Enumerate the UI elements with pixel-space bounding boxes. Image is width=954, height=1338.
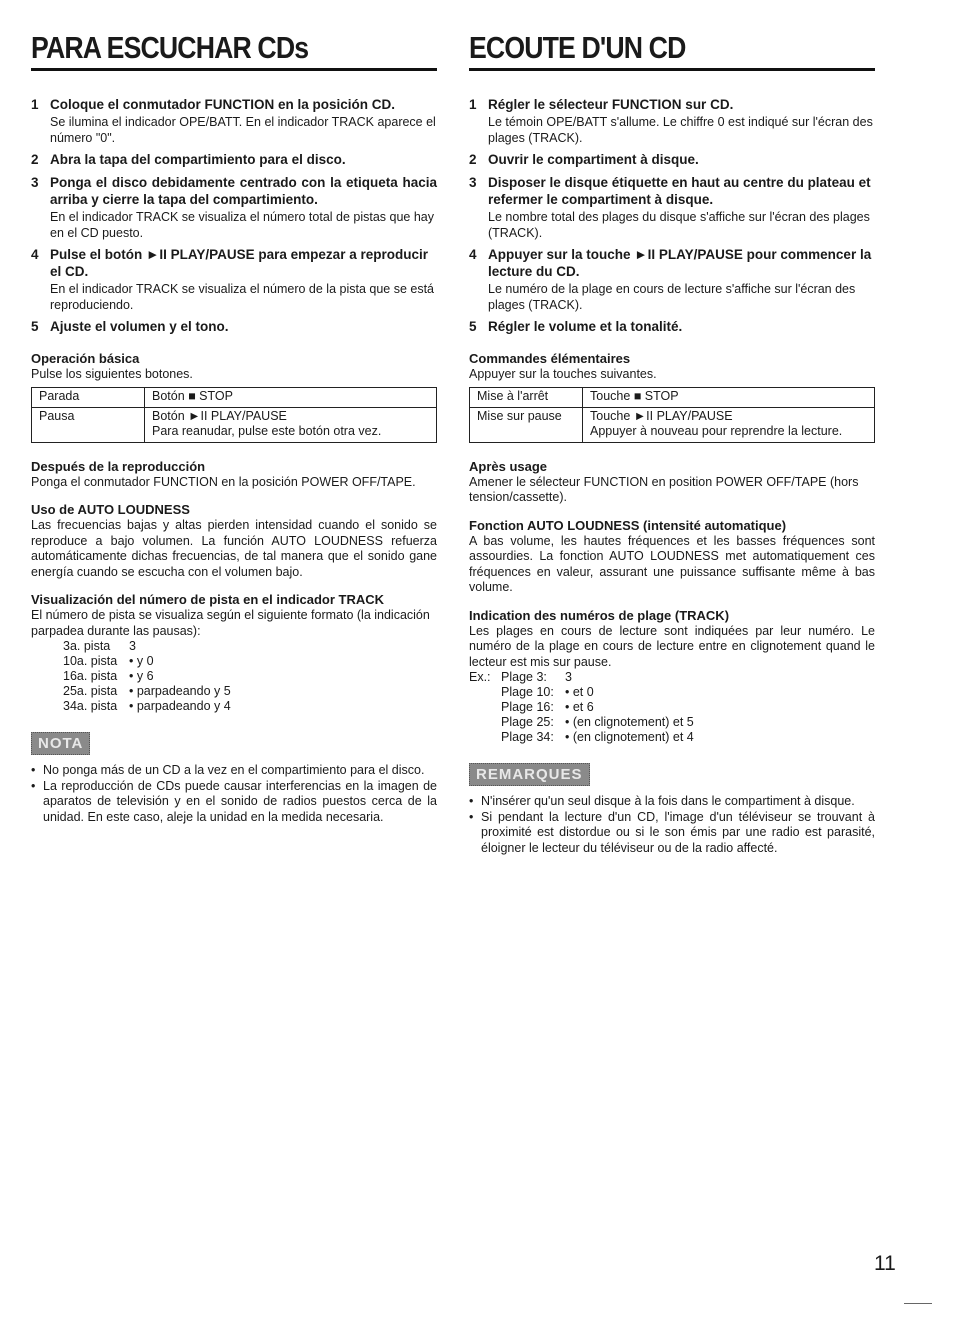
list-item: Plage 34: • (en clignotement) et 4: [501, 730, 694, 744]
list-item: Plage 16: • et 6: [501, 700, 594, 714]
table-row: [470, 407, 875, 442]
track-heading: Indication des numéros de plage (TRACK): [469, 607, 730, 623]
step-desc: En el indicador TRACK se visualiza el número total de pistas que hay en el CD puesto.: [50, 210, 435, 240]
table-cell: Mise sur pause: [470, 407, 583, 442]
title-rule: [31, 68, 437, 71]
step-text: Pulse el botón ►II PLAY/PAUSE para empezar a reproducir el CD.: [50, 247, 428, 279]
spanish-column: [31, 30, 437, 825]
note-badge: REMARQUES: [469, 763, 590, 786]
step-3: 3 Ponga el disco debidamente centrado con la etiqueta hacia arriba y cierre la tapa del compartimiento.: [31, 175, 437, 207]
list-item: • N'insérer qu'un seul disque à la fois dans le compartiment à disque.: [469, 794, 855, 808]
step-text: Coloque el conmutador FUNCTION en la posición CD.: [50, 97, 396, 112]
after-heading: Después de la reproducción: [31, 458, 206, 474]
basic-heading: Commandes élémentaires: [469, 351, 631, 366]
list-item: • La reproducción de CDs puede causar interferencias en la imagen de aparatos de televisión y en el sonido de radios puestos cerca de la unidad. En este caso, aleje la unidad en la medida necesaria.: [31, 778, 437, 824]
step-desc: Se ilumina el indicador OPE/BATT. En el indicador TRACK aparece el número "0".: [50, 115, 436, 145]
table-row: [32, 387, 437, 407]
list-item: Plage 10: • et 0: [501, 685, 594, 699]
table-cell: Botón ■ STOP: [145, 387, 437, 407]
after-heading: Après usage: [469, 458, 548, 474]
track-text: Les plages en cours de lecture sont indiquées par leur numéro. Le numéro de la plage en cours de lecture entre en clignotement quand le lecteur est mis sur pause.: [469, 623, 875, 669]
step-desc: Le numéro de la plage en cours de lecture s'affiche sur l'écran des plages (TRACK).: [488, 282, 856, 312]
list-item: Ex.: Plage 3: 3: [469, 670, 572, 684]
track-list: [63, 639, 437, 714]
loudness-text: Las frecuencias bajas y altas pierden intensidad cuando el sonido se reproduce a bajo volumen. La función AUTO LOUDNESS refuerza automáticamente dichas frecuencias, de tal manera que el sonido gane energía cuando se escucha con el volumen bajo.: [31, 518, 437, 579]
track-heading: Visualización del número de pista en el indicador TRACK: [31, 592, 384, 607]
controls-table: [469, 387, 875, 443]
track-text: El número de pista se visualiza según el siguiente formato (la indicación parpadea durante las pausas):: [31, 608, 430, 638]
table-row: [470, 387, 875, 407]
title-rule: [469, 68, 875, 71]
step-text: Régler le sélecteur FUNCTION sur CD.: [488, 97, 734, 112]
list-item: 25a. pista • parpadeando y 5: [63, 684, 231, 698]
table-cell: Touche ■ STOP: [583, 387, 875, 407]
track-list: [469, 670, 875, 745]
step-1: 1 Coloque el conmutador FUNCTION en la posición CD.: [31, 96, 437, 113]
table-cell: Parada: [32, 387, 145, 407]
loudness-heading: Uso de AUTO LOUDNESS: [31, 502, 190, 517]
table-cell: Touche ►II PLAY/PAUSE Appuyer à nouveau pour reprendre la lecture.: [583, 407, 875, 442]
step-3: 3 Disposer le disque étiquette en haut au centre du plateau et refermer le compartiment à disque.: [469, 174, 875, 208]
french-column: [469, 30, 875, 856]
steps-list-fr: [469, 96, 875, 335]
list-item: 34a. pista • parpadeando y 4: [63, 699, 231, 713]
step-1: 1 Régler le sélecteur FUNCTION sur CD.: [469, 96, 875, 113]
table-cell: Pausa: [32, 407, 145, 442]
step-4: 4 Appuyer sur la touche ►II PLAY/PAUSE pour commencer la lecture du CD.: [469, 246, 875, 280]
basic-intro: Appuyer sur la touches suivantes.: [469, 367, 657, 381]
list-item: 3a. pista 3: [63, 639, 136, 653]
list-item: • No ponga más de un CD a la vez en el compartimiento para el disco.: [31, 763, 425, 777]
note-list: [31, 763, 437, 825]
table-cell: Mise à l'arrêt: [470, 387, 583, 407]
list-item: Plage 25: • (en clignotement) et 5: [501, 715, 694, 729]
step-text: Ouvrir le compartiment à disque.: [488, 152, 699, 167]
step-5: 5 Régler le volume et la tonalité.: [469, 318, 875, 335]
table-cell: Botón ►II PLAY/PAUSE Para reanudar, pulse este botón otra vez.: [145, 407, 437, 442]
step-5: 5 Ajuste el volumen y el tono.: [31, 318, 437, 335]
step-4: 4 Pulse el botón ►II PLAY/PAUSE para empezar a reproducir el CD.: [31, 246, 437, 280]
step-text: Abra la tapa del compartimiento para el disco.: [50, 152, 346, 167]
step-desc: Le témoin OPE/BATT s'allume. Le chiffre 0 est indiqué sur l'écran des plages (TRACK).: [488, 115, 873, 145]
step-2: 2 Ouvrir le compartiment à disque.: [469, 151, 875, 168]
example-label: Ex.:: [469, 670, 491, 684]
page-title-fr: ECOUTE D'UN CD: [469, 30, 686, 65]
page-title-es: PARA ESCUCHAR CDs: [31, 30, 309, 65]
page-number: 11: [874, 1252, 896, 1275]
list-item: • Si pendant la lecture d'un CD, l'image d'un téléviseur se trouvant à proximité est distordue ou si le son émis par une radio est parasité, éloigner le lecteur du téléviseur ou de la radio affecté.: [469, 809, 875, 855]
loudness-heading: Fonction AUTO LOUDNESS (intensité automatique): [469, 517, 787, 533]
loudness-text: A bas volume, les hautes fréquences et les basses fréquences sont assourdies. La fonction AUTO LOUDNESS met automatiquement ces fréquences en valeur, assurant une puissance suffisante même à bas volume.: [469, 533, 875, 594]
note-badge: NOTA: [31, 732, 90, 755]
step-desc: Le nombre total des plages du disque s'affiche sur l'écran des plages (TRACK).: [488, 210, 870, 240]
note-list: [469, 794, 875, 856]
table-row: [32, 407, 437, 442]
step-text: Ponga el disco debidamente centrado con la etiqueta hacia arriba y cierre la tapa del compartimiento.: [50, 175, 437, 207]
steps-list-es: [31, 96, 437, 335]
step-text: Appuyer sur la touche ►II PLAY/PAUSE pour commencer la lecture du CD.: [488, 247, 872, 279]
step-text: Disposer le disque étiquette en haut au centre du plateau et refermer le compartiment à disque.: [488, 175, 871, 207]
controls-table: [31, 387, 437, 443]
step-desc: En el indicador TRACK se visualiza el número de la pista que se está reproduciendo.: [50, 282, 435, 312]
basic-intro: Pulse los siguientes botones.: [31, 367, 193, 381]
corner-mark: [904, 1303, 932, 1304]
step-text: Ajuste el volumen y el tono.: [50, 319, 229, 334]
list-item: 16a. pista • y 6: [63, 669, 154, 683]
step-text: Régler le volume et la tonalité.: [488, 319, 683, 334]
step-2: 2 Abra la tapa del compartimiento para el disco.: [31, 151, 437, 168]
after-text: Amener le sélecteur FUNCTION en position POWER OFF/TAPE (hors tension/cassette).: [469, 474, 859, 504]
after-text: Ponga el conmutador FUNCTION en la posición POWER OFF/TAPE.: [31, 474, 416, 489]
list-item: 10a. pista • y 0: [63, 654, 154, 668]
basic-heading: Operación básica: [31, 351, 140, 366]
